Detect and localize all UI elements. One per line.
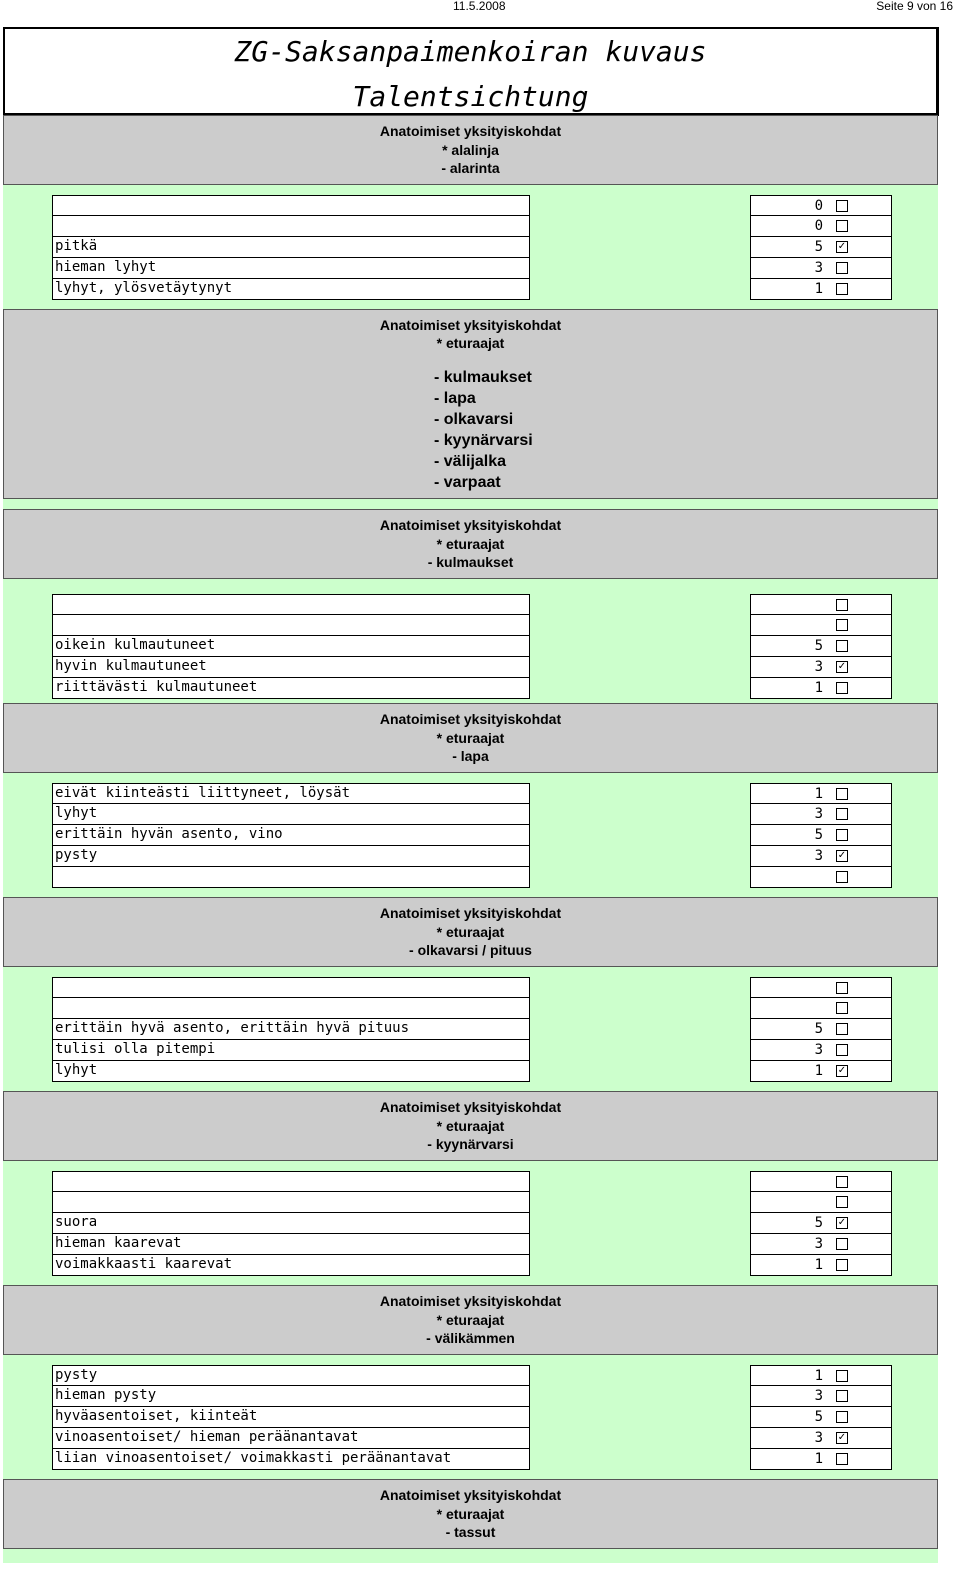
rating-row <box>52 1428 894 1449</box>
checkbox-icon[interactable] <box>836 1044 848 1056</box>
rating-value-cell <box>750 1192 892 1213</box>
checkbox-icon[interactable] <box>836 599 848 611</box>
rating-row <box>52 998 894 1019</box>
rating-option-label: hieman pysty <box>52 1386 530 1407</box>
rating-option-label <box>52 867 530 888</box>
section-header <box>3 1285 938 1355</box>
rating-row <box>52 1192 894 1213</box>
rating-points: 3 <box>814 1042 823 1058</box>
section-header <box>3 509 938 579</box>
section-header <box>3 1091 938 1161</box>
rating-row <box>52 237 894 258</box>
checked-checkbox-icon[interactable]: ✓ <box>837 1217 847 1228</box>
rating-row <box>52 636 894 657</box>
rating-value-cell <box>750 846 892 867</box>
section-header-line: * eturaajat <box>436 335 505 351</box>
rating-value-cell <box>750 867 892 888</box>
checkbox-icon[interactable] <box>836 1196 848 1208</box>
rating-points: 3 <box>814 260 823 276</box>
section-header <box>3 897 938 967</box>
rating-option-label: tulisi olla pitempi <box>52 1040 530 1061</box>
section-header-line: - olkavarsi / pituus <box>409 942 532 959</box>
rating-option-label: oikein kulmautuneet <box>52 636 530 657</box>
rating-points: 1 <box>814 281 823 297</box>
document-title: ZG-Saksanpaimenkoiran kuvaus <box>234 35 707 68</box>
checkbox-icon[interactable] <box>836 1238 848 1250</box>
rating-row <box>52 846 894 867</box>
rating-option-label <box>52 1192 530 1213</box>
rating-points: 1 <box>814 1451 823 1467</box>
rating-value-cell <box>750 678 892 699</box>
rating-row <box>52 1407 894 1428</box>
rating-value-cell <box>750 825 892 846</box>
rating-option-label: hyväasentoiset, kiinteät <box>52 1407 530 1428</box>
section-header <box>3 115 938 185</box>
document-subtitle: Talentsichtung <box>352 80 589 113</box>
section-header-line: - välikämmen <box>426 1330 515 1347</box>
rating-row <box>52 783 894 804</box>
section-header-line: * eturaajat <box>436 1505 505 1522</box>
section-body <box>3 1549 938 1563</box>
section-header-line: * eturaajat <box>436 1311 505 1328</box>
rating-points: 3 <box>814 1430 823 1446</box>
rating-row <box>52 1255 894 1276</box>
rating-option-label <box>52 615 530 636</box>
rating-row <box>52 867 894 888</box>
section-body <box>3 499 938 509</box>
page-number: Seite 9 von 16 <box>876 0 953 13</box>
section-header-line: Anatoimiset yksityiskohdat <box>379 1487 562 1504</box>
rating-row <box>52 657 894 678</box>
section-header-line: - tassut <box>445 1524 496 1541</box>
rating-points: 1 <box>814 786 823 802</box>
rating-option-label <box>52 1171 530 1192</box>
rating-points: 5 <box>814 239 823 255</box>
checkbox-icon[interactable] <box>836 829 848 841</box>
rating-option-label: riittävästi kulmautuneet <box>52 678 530 699</box>
rating-points: 1 <box>814 1257 823 1273</box>
rating-value-cell <box>750 1171 892 1192</box>
rating-option-label: eivät kiinteästi liittyneet, löysät <box>52 783 530 804</box>
rating-row <box>52 258 894 279</box>
checkbox-icon[interactable] <box>836 220 848 232</box>
rating-option-label: hieman lyhyt <box>52 258 530 279</box>
rating-value-cell <box>750 1234 892 1255</box>
section-header-line: Anatoimiset yksityiskohdat <box>379 316 562 333</box>
checkbox-icon[interactable] <box>836 1370 848 1382</box>
rating-row <box>52 279 894 300</box>
section-header-line: * eturaajat <box>436 729 505 746</box>
rating-value-cell <box>750 216 892 237</box>
section-header-line: - kulmaukset <box>427 554 514 571</box>
rating-row <box>52 1386 894 1407</box>
checkbox-icon[interactable] <box>836 808 848 820</box>
rating-value-cell <box>750 636 892 657</box>
section-header-line: Anatoimiset yksityiskohdat <box>379 123 562 140</box>
sublist-item: - olkavarsi <box>434 410 514 428</box>
rating-option-label: hyvin kulmautuneet <box>52 657 530 678</box>
checkbox-icon[interactable] <box>836 871 848 883</box>
section-header-line: * alalinja <box>442 141 499 158</box>
rating-option-label: erittäin hyvä asento, erittäin hyvä pituus <box>52 1019 530 1040</box>
rating-points: 1 <box>814 1368 823 1384</box>
rating-row <box>52 1365 894 1386</box>
rating-option-label <box>52 998 530 1019</box>
section-header-line: * eturaajat <box>436 535 505 552</box>
checkbox-icon[interactable] <box>836 982 848 994</box>
rating-value-cell <box>750 1365 892 1386</box>
rating-value-cell <box>750 258 892 279</box>
rating-row <box>52 1040 894 1061</box>
rating-value-cell <box>750 237 892 258</box>
rating-value-cell <box>750 1019 892 1040</box>
sublist-item: - varpaat <box>434 473 501 491</box>
rating-value-cell <box>750 1040 892 1061</box>
sublist-item: - kulmaukset <box>434 368 532 386</box>
section-body <box>3 967 938 1091</box>
checkbox-icon[interactable] <box>836 1453 848 1465</box>
checkbox-icon[interactable] <box>836 682 848 694</box>
rating-row <box>52 1213 894 1234</box>
section-header <box>3 703 938 773</box>
rating-points: 5 <box>814 1021 823 1037</box>
checkbox-icon[interactable] <box>836 1390 848 1402</box>
checked-checkbox-icon[interactable]: ✓ <box>837 1432 847 1443</box>
checked-checkbox-icon[interactable]: ✓ <box>837 241 847 252</box>
rating-option-label: voimakkaasti kaarevat <box>52 1255 530 1276</box>
rating-points: 3 <box>814 659 823 675</box>
section-header-line: Anatoimiset yksityiskohdat <box>379 711 562 728</box>
rating-row <box>52 1019 894 1040</box>
rating-value-cell <box>750 1061 892 1082</box>
print-date: 11.5.2008 <box>453 0 506 13</box>
rating-value-cell <box>750 783 892 804</box>
section-header-line: - lapa <box>452 748 489 765</box>
rating-option-label <box>52 594 530 615</box>
rating-value-cell <box>750 1449 892 1470</box>
checkbox-icon[interactable] <box>836 788 848 800</box>
checked-checkbox-icon[interactable]: ✓ <box>837 661 847 672</box>
checkbox-icon[interactable] <box>836 640 848 652</box>
rating-value-cell <box>750 615 892 636</box>
rating-option-label: lyhyt <box>52 1061 530 1082</box>
rating-value-cell <box>750 977 892 998</box>
rating-points: 5 <box>814 1409 823 1425</box>
sublist-item: - välijalka <box>434 452 507 470</box>
section-body <box>3 773 938 897</box>
rating-row <box>52 615 894 636</box>
rating-points: 3 <box>814 806 823 822</box>
checkbox-icon[interactable] <box>836 619 848 631</box>
rating-value-cell <box>750 1428 892 1449</box>
rating-points: 5 <box>814 827 823 843</box>
sublist-item: - kyynärvarsi <box>434 431 533 449</box>
section-header-line: Anatoimiset yksityiskohdat <box>379 517 562 534</box>
rating-row <box>52 804 894 825</box>
section-header <box>3 1479 938 1549</box>
rating-points: 3 <box>814 1388 823 1404</box>
rating-row <box>52 195 894 216</box>
rating-value-cell <box>750 804 892 825</box>
rating-value-cell <box>750 1386 892 1407</box>
rating-points: 1 <box>814 1063 823 1079</box>
rating-value-cell <box>750 1407 892 1428</box>
rating-value-cell <box>750 279 892 300</box>
rating-value-cell <box>750 1255 892 1276</box>
rating-points: 5 <box>814 638 823 654</box>
rating-value-cell <box>750 998 892 1019</box>
rating-points: 0 <box>814 198 823 214</box>
document-title-box <box>3 27 939 116</box>
rating-row <box>52 1171 894 1192</box>
checked-checkbox-icon[interactable]: ✓ <box>837 1065 847 1076</box>
evaluation-sections <box>3 115 938 1563</box>
checkbox-icon[interactable] <box>836 200 848 212</box>
rating-row <box>52 678 894 699</box>
rating-row <box>52 977 894 998</box>
checked-checkbox-icon[interactable]: ✓ <box>837 850 847 861</box>
rating-value-cell <box>750 657 892 678</box>
rating-points: 1 <box>814 680 823 696</box>
rating-row <box>52 825 894 846</box>
rating-option-label <box>52 977 530 998</box>
rating-option-label: lyhyt <box>52 804 530 825</box>
rating-row <box>52 1061 894 1082</box>
rating-row <box>52 1449 894 1470</box>
section-header-line: Anatoimiset yksityiskohdat <box>379 1099 562 1116</box>
rating-option-label: pysty <box>52 1365 530 1386</box>
rating-option-label: hieman kaarevat <box>52 1234 530 1255</box>
rating-value-cell <box>750 195 892 216</box>
rating-points: 3 <box>814 848 823 864</box>
rating-option-label: erittäin hyvän asento, vino <box>52 825 530 846</box>
section-header-line: Anatoimiset yksityiskohdat <box>379 1293 562 1310</box>
section-header-line: * eturaajat <box>436 923 505 940</box>
rating-option-label: lyhyt, ylösvetäytynyt <box>52 279 530 300</box>
rating-value-cell <box>750 1213 892 1234</box>
rating-option-label: vinoasentoiset/ hieman peräänantavat <box>52 1428 530 1449</box>
checkbox-icon[interactable] <box>836 1023 848 1035</box>
section-body <box>3 1355 938 1479</box>
section-header-line: - kyynärvarsi <box>427 1136 514 1153</box>
rating-option-label: liian vinoasentoiset/ voimakkasti peräänantavat <box>52 1449 530 1470</box>
rating-option-label: suora <box>52 1213 530 1234</box>
rating-value-cell <box>750 594 892 615</box>
page-header <box>0 0 960 14</box>
checkbox-icon[interactable] <box>836 1259 848 1271</box>
rating-option-label: pysty <box>52 846 530 867</box>
checkbox-icon[interactable] <box>836 1176 848 1188</box>
checkbox-icon[interactable] <box>836 262 848 274</box>
rating-points: 0 <box>814 218 823 234</box>
rating-row <box>52 594 894 615</box>
section-header <box>3 309 938 499</box>
rating-points: 5 <box>814 1215 823 1231</box>
section-body <box>3 579 938 703</box>
section-header-line: - alarinta <box>441 160 500 177</box>
rating-row <box>52 216 894 237</box>
rating-option-label <box>52 195 530 216</box>
checkbox-icon[interactable] <box>836 1411 848 1423</box>
checkbox-icon[interactable] <box>836 1002 848 1014</box>
rating-option-label <box>52 216 530 237</box>
rating-row <box>52 1234 894 1255</box>
section-body <box>3 185 938 309</box>
sublist-item: - lapa <box>434 389 476 407</box>
section-header-line: Anatoimiset yksityiskohdat <box>379 905 562 922</box>
section-header-line: * eturaajat <box>436 1117 505 1134</box>
section-sublist <box>4 367 937 493</box>
rating-points: 3 <box>814 1236 823 1252</box>
section-body <box>3 1161 938 1285</box>
checkbox-icon[interactable] <box>836 283 848 295</box>
rating-option-label: pitkä <box>52 237 530 258</box>
